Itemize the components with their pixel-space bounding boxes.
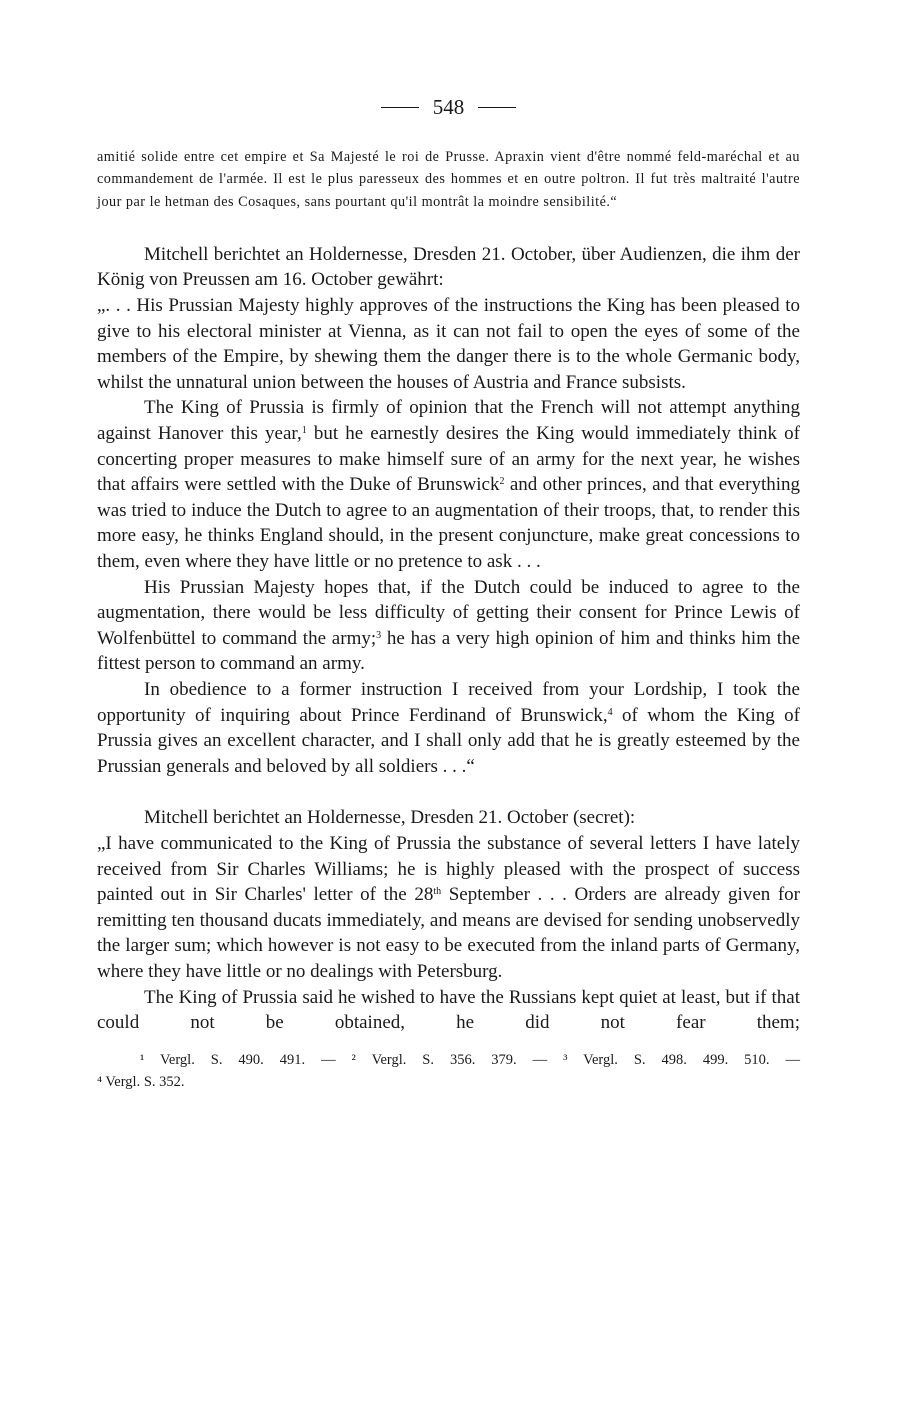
- book-page: [97, 95, 800, 1093]
- footnotes: [97, 1049, 800, 1093]
- ordinal-suffix: th: [433, 886, 442, 898]
- text-run: „I have communicated to the King of Prussia the substance of several letters I have lately received from Sir Charles Williams; he is highly pleased with the prospect of success painted out in Sir Charles' letter of the 28: [97, 832, 800, 906]
- footnote-ref: 3: [376, 629, 382, 641]
- text-run: September . . . Orders are already given for remitting ten thousand ducats immediately, and means are devised for sending unobservedly the larger sum; which however is not easy to be executed from the inland parts of Germany, where they have little or no dealings with Petersburg.: [97, 884, 800, 982]
- quote-continuation: amitié solide entre cet empire et Sa Majesté le roi de Prusse. Apraxin vient d'être nommé feld-maréchal et au commandement de l'armée. Il est le plus paresseux des hommes et en outre poltron. Il fut très maltraité l'autre jour par le hetman des Cosaques, sans pourtant qu'il montrât la moindre sensibilité.“: [97, 149, 800, 210]
- report1-paragraph-1: „. . . His Prussian Majesty highly approves of the instructions the King has been pleased to give to his electoral minister at Vienna, as it can not fail to open the eyes of some of the members of the Empire, by shewing them the danger there is to the whole Germanic body, whilst the unnatural union between the houses of Austria and France subsists.: [97, 295, 800, 393]
- text-run: In obedience to a former instruction I received from your Lordship, I took the opportunity of inquiring about Prince Ferdinand of Brunswick,: [97, 678, 800, 726]
- report1-intro: Mitchell berichtet an Holdernesse, Dresden 21. October, über Audienzen, die ihm der König von Preussen am 16. October gewährt:: [97, 243, 800, 291]
- footnote-ref: 2: [499, 476, 505, 488]
- report2-paragraph-2: The King of Prussia said he wished to have the Russians kept quiet at least, but if that could not be obtained, he did not fear them;: [97, 986, 800, 1034]
- header-dash-right: [478, 107, 516, 108]
- report1-paragraph-4: [97, 677, 800, 779]
- footnote-line: ⁴ Vergl. S. 352.: [97, 1073, 185, 1090]
- page-number: 548: [432, 95, 465, 119]
- text-run: His Prussian Majesty hopes that, if the Dutch could be induced to agree to the augmentation, there would be less difficulty of getting their consent for Prince Lewis of Wolfenbüttel to command the army;: [97, 576, 800, 649]
- footnote-line: ¹ Vergl. S. 490. 491. — ² Vergl. S. 356. 379. — ³ Vergl. S. 498. 499. 510. —: [140, 1051, 800, 1068]
- footnote-ref: 1: [301, 425, 307, 437]
- report2-intro: Mitchell berichtet an Holdernesse, Dresden 21. October (secret):: [144, 807, 636, 829]
- report1-paragraph-2: [97, 395, 800, 574]
- footnote-ref: 4: [607, 706, 613, 718]
- report1-paragraph-3: [97, 575, 800, 677]
- report2-paragraph-1: [97, 831, 800, 985]
- text-run: but he earnestly desires the King would immediately think of concerting proper measures to make himself sure of an army for the next year, he wishes that affairs were settled with the Duke of Brunswick: [97, 423, 800, 496]
- header-dash-left: [381, 107, 419, 108]
- text-run: of whom the King of Prussia gives an excellent character, and I shall only add that he is greatly esteemed by the Prussian generals and beloved by all soldiers . . .“: [97, 704, 800, 777]
- page-header: [97, 95, 800, 120]
- text-run: The King of Prussia is firmly of opinion that the French will not attempt anything against Hanover this year,: [97, 397, 800, 445]
- text-run: he has a very high opinion of him and thinks him the fittest person to command an army.: [97, 627, 800, 675]
- text-run: and other princes, and that everything was tried to induce the Dutch to agree to an augmentation of their troops, that, to render this more easy, he thinks England should, in the present conjuncture, make great concessions to them, even where they have little or no pretence to ask . . .: [97, 474, 800, 573]
